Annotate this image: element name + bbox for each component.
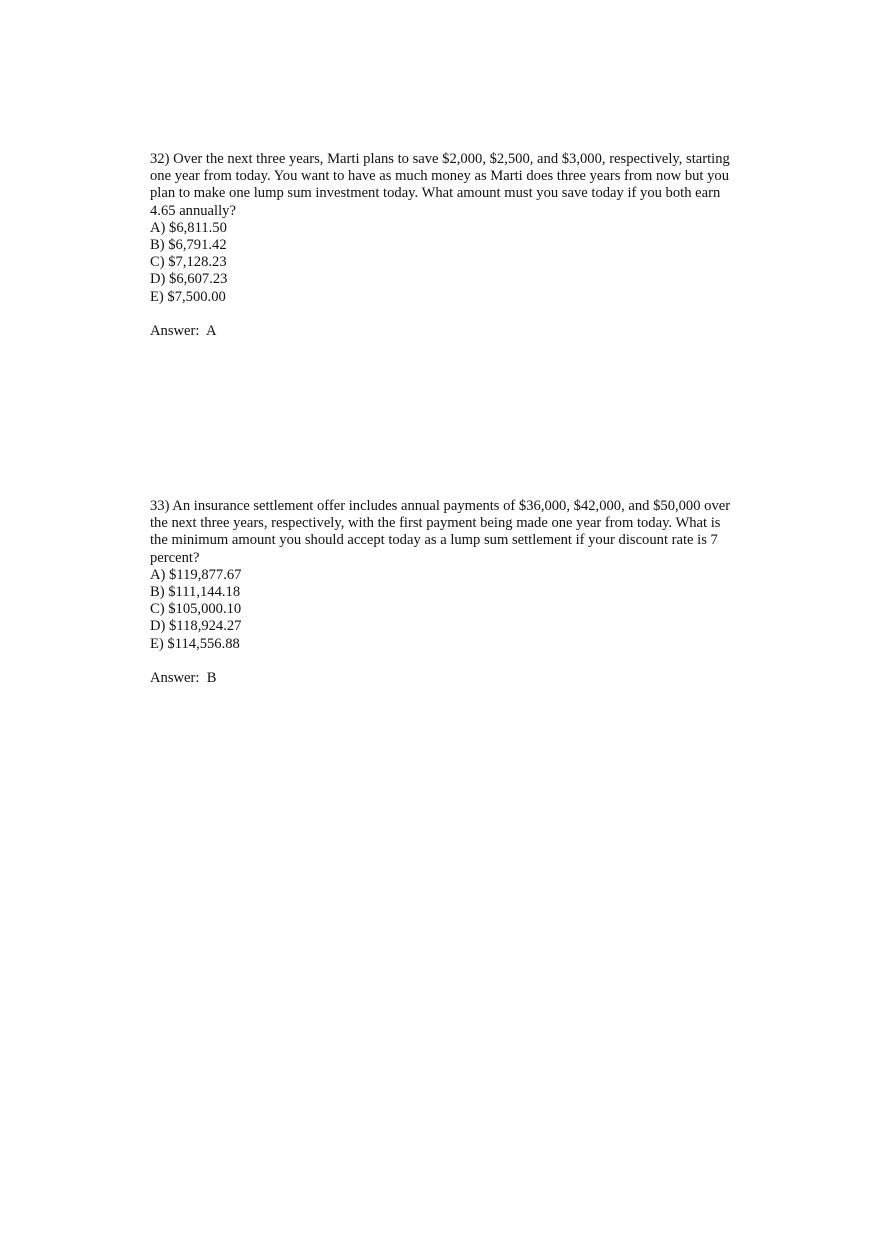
answer-line: Answer: A bbox=[150, 323, 217, 340]
answer-choices bbox=[150, 567, 740, 653]
question-stem: 33) An insurance settlement offer includes annual payments of $36,000, $42,000, and $50,000 over the next three years, respectively, with the first payment being made one year from today. What is the minimum amount you should accept today as a lump sum settlement if your discount rate is 7 percent? bbox=[150, 498, 731, 566]
choice-e: E) $114,556.88 bbox=[150, 635, 240, 652]
choice-b: B) $6,791.42 bbox=[150, 237, 227, 254]
choice-c: C) $7,128.23 bbox=[150, 254, 227, 271]
choice-b: B) $111,144.18 bbox=[150, 584, 241, 601]
question-stem: 32) Over the next three years, Marti plans to save $2,000, $2,500, and $3,000, respectively, starting one year from today. You want to have as much money as Marti does three years from now but you plan to make one lump sum investment today. What amount must you save today if you both earn 4.65 annually? bbox=[150, 151, 730, 219]
answer-line: Answer: B bbox=[150, 670, 217, 687]
choice-c: C) $105,000.10 bbox=[150, 601, 242, 618]
question-32 bbox=[150, 151, 740, 340]
choice-d: D) $118,924.27 bbox=[150, 618, 242, 635]
choice-d: D) $6,607.23 bbox=[150, 271, 228, 288]
answer-choices bbox=[150, 220, 740, 306]
choice-a: A) $6,811.50 bbox=[150, 219, 227, 236]
question-33 bbox=[150, 498, 740, 687]
choice-a: A) $119,877.67 bbox=[150, 566, 242, 583]
choice-e: E) $7,500.00 bbox=[150, 288, 226, 305]
